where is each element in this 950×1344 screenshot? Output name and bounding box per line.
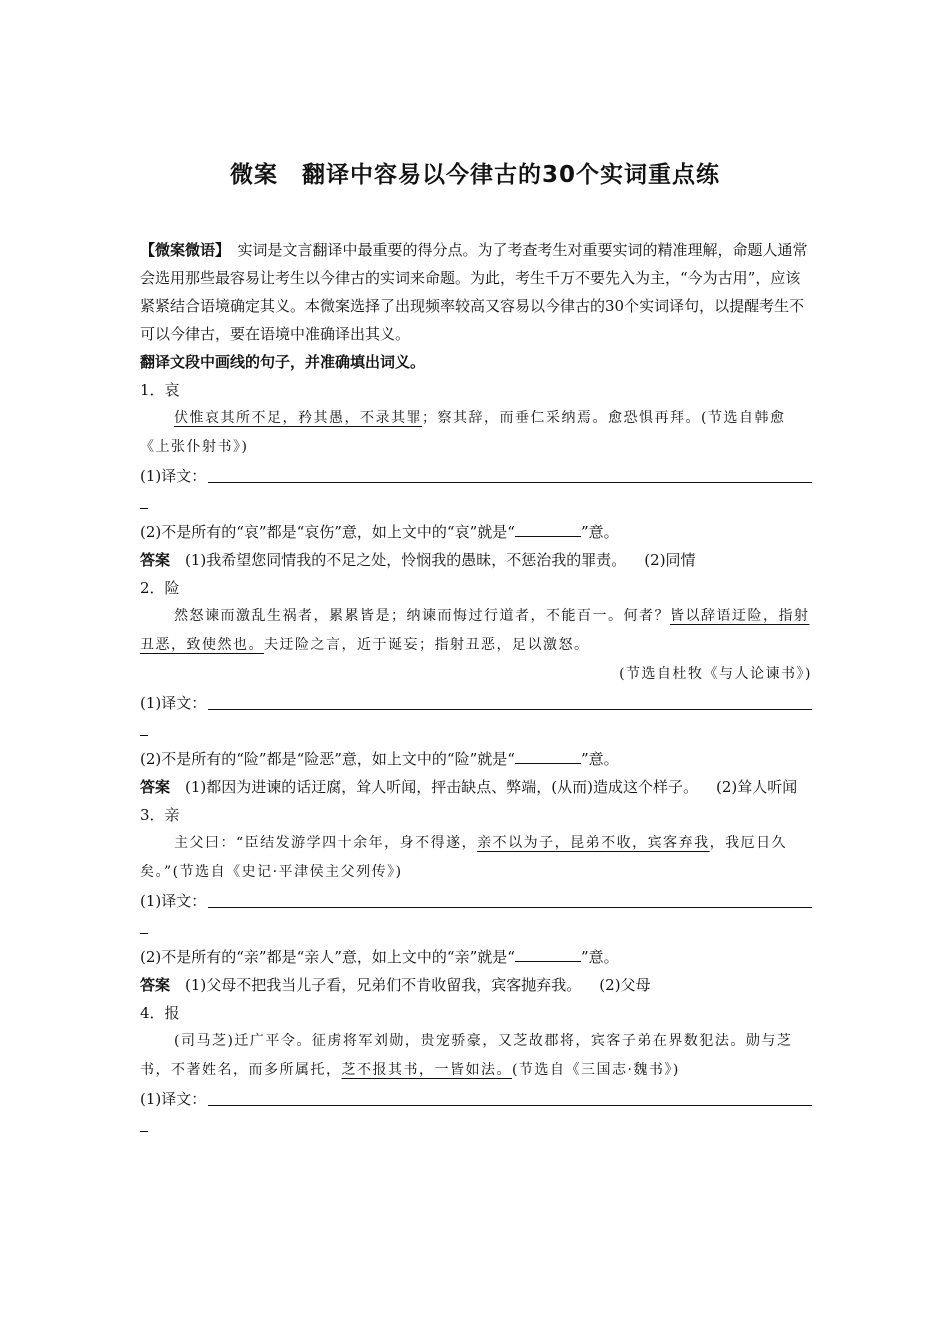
- item-passage: [140, 404, 812, 462]
- translation-label: (1)译文：: [140, 1090, 207, 1108]
- passage-text: 夫迂险之言，近于诞妄；指射丑恶，足以激怒。: [264, 637, 590, 653]
- translation-label: (1)译文：: [140, 467, 207, 485]
- translation-label: (1)译文：: [140, 694, 207, 712]
- answer-rule[interactable]: [208, 1087, 812, 1106]
- answer-rule-continuation: [140, 915, 812, 943]
- question-text-end: ”意。: [580, 948, 619, 966]
- underlined-sentence: 亲不以为子，昆弟不收，宾客弃我: [477, 835, 710, 851]
- answer-2: (2)同情: [644, 551, 696, 569]
- passage-text: ，我厄日久矣。”(节选自《史记·平津侯主父列传》): [140, 835, 788, 880]
- fill-blank[interactable]: [515, 747, 581, 764]
- question-text-end: ”意。: [580, 750, 619, 768]
- document-body: [140, 236, 812, 1141]
- answer-rule[interactable]: [208, 889, 812, 908]
- question-2: [140, 518, 812, 546]
- passage-source: (节选自杜牧《与人论谏书》): [619, 666, 812, 682]
- question-2: [140, 745, 812, 773]
- item-heading: 2．险: [140, 579, 180, 597]
- page-title: 微案 翻译中容易以今律古的30个实词重点练: [229, 162, 720, 188]
- answer-rule[interactable]: [208, 691, 812, 710]
- underlined-sentence: 芝不报其书，一皆如法。: [341, 1062, 512, 1078]
- answer-2: (2)耸人听闻: [716, 778, 798, 796]
- passage-text: 然怒谏而激乱生祸者，累累皆是；纳谏而悔过行道者，不能百一。何者？: [174, 608, 670, 624]
- answer-row: [140, 971, 812, 999]
- answer-row: [140, 546, 812, 574]
- instruction: 翻译文段中画线的句子，并准确填出词义。: [140, 353, 426, 371]
- question-2: [140, 943, 812, 971]
- answer-rule-continuation: [140, 1113, 812, 1141]
- underlined-sentence: 伏惟哀其所不足，矜其愚，不录其罪: [174, 410, 422, 426]
- item-heading: 4．报: [140, 1004, 180, 1022]
- answer-label: 答案: [140, 976, 171, 994]
- translation-line: [140, 1085, 812, 1113]
- answer-2: (2)父母: [599, 976, 651, 994]
- answer-row: [140, 773, 812, 801]
- passage-text: 主父曰：“臣结发游学四十余年，身不得遂，: [174, 835, 478, 851]
- question-text: (2)不是所有的“险”都是“险恶”意，如上文中的“险”就是“: [140, 750, 515, 768]
- answer-label: 答案: [140, 778, 171, 796]
- passage-text: (节选自《三国志·魏书》): [512, 1062, 680, 1078]
- translation-line: [140, 689, 812, 717]
- intro-paragraph: [140, 236, 812, 348]
- translation-line: [140, 462, 812, 490]
- question-text: (2)不是所有的“哀”都是“哀伤”意，如上文中的“哀”就是“: [140, 523, 515, 541]
- intro-text: 实词是文言翻译中最重要的得分点。为了考查考生对重要实词的精准理解，命题人通常会选用那些最容易让考生以今律古的实词来命题。为此，考生千万不要先入为主，“今为古用”，应该紧紧结合语境确定其义。本微案选择了出现频率较高又容易以今律古的30个实词译句，以提醒考生不可以今律古，要在语境中准确译出其义。: [140, 241, 808, 343]
- answer-rule-continuation: [140, 490, 812, 518]
- passage-text: (司马芝)迁广平令。征虏将军刘勋，贵宠骄豪，又芝故郡将，宾客子弟在界数犯法。勋与芝书，不著姓名，而多所属托，: [140, 1033, 793, 1078]
- item-heading: 3．亲: [140, 806, 180, 824]
- intro-tag: 【微案微语】: [140, 241, 223, 259]
- answer-1: (1)父母不把我当儿子看，兄弟们不肯收留我，宾客抛弃我。: [185, 976, 582, 994]
- answer-1: (1)我希望您同情我的不足之处，怜悯我的愚昧，不惩治我的罪责。: [185, 551, 627, 569]
- passage-text: ；察其辞，而垂仁采纳焉。愈恐惧再拜。(节选自韩愈《上张仆射书》): [140, 410, 786, 455]
- fill-blank[interactable]: [515, 945, 581, 962]
- item-passage: [140, 829, 812, 887]
- question-text-end: ”意。: [580, 523, 619, 541]
- underlined-sentence: 皆以辞语迂险，指射丑恶，致使然也。: [140, 608, 810, 653]
- item-passage: [140, 1027, 812, 1085]
- fill-blank[interactable]: [515, 520, 581, 537]
- answer-label: 答案: [140, 551, 171, 569]
- translation-line: [140, 887, 812, 915]
- item-passage: [140, 602, 812, 660]
- answer-rule-continuation: [140, 717, 812, 745]
- question-text: (2)不是所有的“亲”都是“亲人”意，如上文中的“亲”就是“: [140, 948, 515, 966]
- answer-1: (1)都因为进谏的话迂腐，耸人听闻，抨击缺点、弊端，(从而)造成这个样子。: [185, 778, 698, 796]
- translation-label: (1)译文：: [140, 892, 207, 910]
- item-heading: 1．哀: [140, 381, 180, 399]
- answer-rule[interactable]: [208, 464, 812, 483]
